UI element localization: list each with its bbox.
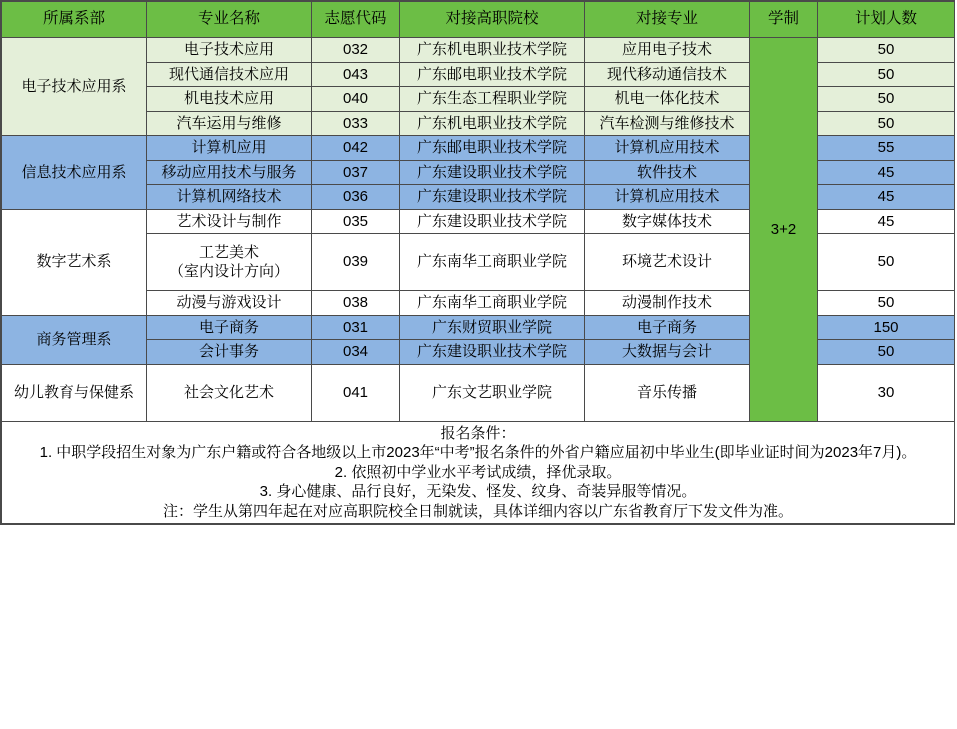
college-cell: 广东邮电职业技术学院 (400, 62, 585, 87)
note-line: 1. 中职学段招生对象为广东户籍或符合各地级以上市2023年“中考”报名条件的外省户籍应届初中毕业生(即毕业证时间为2023年7月)。 (39, 444, 917, 461)
major-cell: 社会文化艺术 (147, 364, 312, 421)
plan-cell: 150 (818, 315, 955, 340)
header-target-major: 对接专业 (585, 2, 750, 38)
college-cell: 广东邮电职业技术学院 (400, 136, 585, 161)
college-cell: 广东机电职业技术学院 (400, 38, 585, 63)
code-cell: 040 (312, 87, 400, 112)
plan-cell: 50 (818, 111, 955, 136)
major-cell: 汽车运用与维修 (147, 111, 312, 136)
note-line: 报名条件： (440, 424, 516, 442)
major-cell: 现代通信技术应用 (147, 62, 312, 87)
code-cell: 031 (312, 315, 400, 340)
target-major-cell: 数字媒体技术 (585, 209, 750, 234)
major-cell: 电子技术应用 (147, 38, 312, 63)
plan-cell: 50 (818, 291, 955, 316)
college-cell: 广东生态工程职业学院 (400, 87, 585, 112)
target-major-cell: 动漫制作技术 (585, 291, 750, 316)
plan-cell: 50 (818, 87, 955, 112)
plan-cell: 50 (818, 340, 955, 365)
notes-cell (2, 421, 955, 524)
target-major-cell: 汽车检测与维修技术 (585, 111, 750, 136)
term-cell: 3+2 (750, 38, 818, 422)
dept-cell: 幼儿教育与保健系 (2, 364, 147, 421)
target-major-cell: 应用电子技术 (585, 38, 750, 63)
college-cell: 广东机电职业技术学院 (400, 111, 585, 136)
header-major: 专业名称 (147, 2, 312, 38)
major-cell: 电子商务 (147, 315, 312, 340)
plan-cell: 50 (818, 234, 955, 291)
code-cell: 043 (312, 62, 400, 87)
dept-cell: 数字艺术系 (2, 209, 147, 315)
code-cell: 033 (312, 111, 400, 136)
header-plan: 计划人数 (818, 2, 955, 38)
code-cell: 042 (312, 136, 400, 161)
college-cell: 广东财贸职业学院 (400, 315, 585, 340)
code-cell: 037 (312, 160, 400, 185)
college-cell: 广东建设职业技术学院 (400, 185, 585, 210)
major-cell: 计算机应用 (147, 136, 312, 161)
target-major-cell: 计算机应用技术 (585, 136, 750, 161)
plan-cell: 45 (818, 160, 955, 185)
code-cell: 038 (312, 291, 400, 316)
note-line: 注：学生从第四年起在对应高职院校全日制就读，具体详细内容以广东省教育厅下发文件为准。 (162, 502, 793, 520)
code-cell: 034 (312, 340, 400, 365)
target-major-cell: 音乐传播 (585, 364, 750, 421)
header-college: 对接高职院校 (400, 2, 585, 38)
major-cell: 工艺美术 （室内设计方向） (147, 234, 312, 291)
plan-cell: 45 (818, 185, 955, 210)
code-cell: 039 (312, 234, 400, 291)
header-dept: 所属系部 (2, 2, 147, 38)
major-cell: 移动应用技术与服务 (147, 160, 312, 185)
plan-cell: 55 (818, 136, 955, 161)
college-cell: 广东建设职业技术学院 (400, 340, 585, 365)
target-major-cell: 电子商务 (585, 315, 750, 340)
college-cell: 广东南华工商职业学院 (400, 291, 585, 316)
plan-cell: 50 (818, 62, 955, 87)
target-major-cell: 机电一体化技术 (585, 87, 750, 112)
dept-cell: 信息技术应用系 (2, 136, 147, 210)
target-major-cell: 大数据与会计 (585, 340, 750, 365)
major-cell: 计算机网络技术 (147, 185, 312, 210)
header-term: 学制 (750, 2, 818, 38)
dept-cell: 商务管理系 (2, 315, 147, 364)
dept-cell: 电子技术应用系 (2, 38, 147, 136)
plan-cell: 50 (818, 38, 955, 63)
notes-row (2, 421, 955, 524)
code-cell: 035 (312, 209, 400, 234)
code-cell: 036 (312, 185, 400, 210)
target-major-cell: 计算机应用技术 (585, 185, 750, 210)
code-cell: 032 (312, 38, 400, 63)
college-cell: 广东建设职业技术学院 (400, 160, 585, 185)
plan-cell: 45 (818, 209, 955, 234)
major-cell: 机电技术应用 (147, 87, 312, 112)
target-major-cell: 现代移动通信技术 (585, 62, 750, 87)
table-row (2, 38, 955, 63)
major-cell: 会计事务 (147, 340, 312, 365)
college-cell: 广东南华工商职业学院 (400, 234, 585, 291)
college-cell: 广东建设职业技术学院 (400, 209, 585, 234)
target-major-cell: 环境艺术设计 (585, 234, 750, 291)
major-cell: 艺术设计与制作 (147, 209, 312, 234)
note-line: 3. 身心健康、品行良好，无染发、怪发、纹身、奇装异服等情况。 (259, 483, 697, 500)
college-cell: 广东文艺职业学院 (400, 364, 585, 421)
code-cell: 041 (312, 364, 400, 421)
table-header-row (2, 2, 955, 38)
enrollment-plan-table (1, 1, 955, 524)
major-cell: 动漫与游戏设计 (147, 291, 312, 316)
note-line: 2. 依照初中学业水平考试成绩，择优录取。 (334, 463, 622, 481)
plan-cell: 30 (818, 364, 955, 421)
target-major-cell: 软件技术 (585, 160, 750, 185)
header-code: 志愿代码 (312, 2, 400, 38)
